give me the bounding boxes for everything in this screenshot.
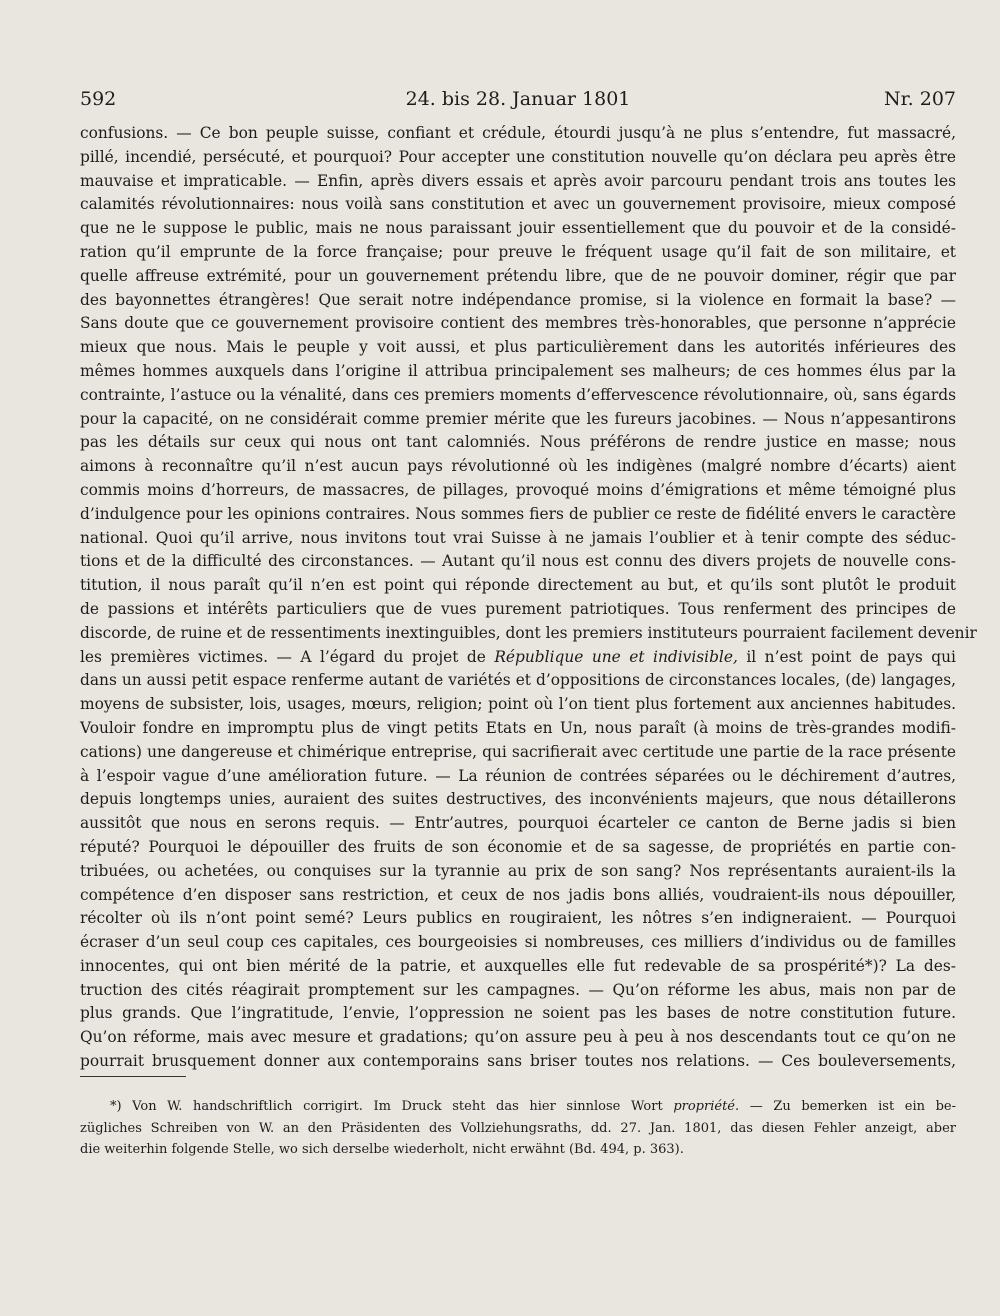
body-line: calamités révolutionnaires: nous voilà sans constitution et avec un gouvernement provisoire, mieux composé [80, 195, 956, 214]
body-line: confusions. — Ce bon peuple suisse, confiant et crédule, étourdi jusqu’à ne plus s’entendre, fut massacré, [80, 124, 956, 142]
footnote-line: die weiterhin folgende Stelle, wo sich derselbe wiederholt, nicht erwähnt (Bd. 494, p. 363). [80, 1142, 684, 1157]
footnote-divider [80, 1076, 186, 1077]
body-line: contrainte, l’astuce ou la vénalité, dans ces premiers moments d’effervescence révolutionnaire, où, sans égards [80, 385, 956, 404]
body-line: Sans doute que ce gouvernement provisoire contient des membres très-honorables, que personne n’apprécie [80, 314, 956, 333]
footnote-text: — Zu bemerken ist ein be- [749, 1099, 957, 1114]
body-line: aimons à reconnaître qu’il n’est aucun pays révolutionné où les indigènes (malgré nombre d’écarts) aient [80, 457, 956, 476]
document-number: Nr. 207 [884, 88, 956, 110]
body-line: des bayonnettes étrangères! Que serait notre indépendance promise, si la violence en formait la base? — [80, 290, 956, 309]
body-line: écraser d’un seul coup ces capitales, ces bourgeoisies si nombreuses, ces milliers d’individus ou de familles [80, 933, 956, 952]
body-line: truction des cités réagirait promptement sur les campagnes. — Qu’on réforme les abus, mais non par de [80, 980, 956, 999]
page-number: 592 [80, 88, 117, 110]
body-line: de passions et intérêts particuliers que de vues purement patriotiques. Tous renferment des principes de [80, 599, 956, 618]
body-line: tions et de la difficulté des circonstances. — Autant qu’il nous est connu des divers projets de nouvelle cons- [80, 552, 956, 571]
footnote-text: *) Von W. handschriftlich corrigirt. Im Druck steht das hier sinnlose Wort [110, 1099, 663, 1114]
footnote-line [80, 1096, 956, 1118]
body-line: Qu’on réforme, mais avec mesure et gradations; qu’on assure peu à peu à nos descendants tout ce qu’on ne [80, 1028, 956, 1047]
body-line: Vouloir fondre en impromptu plus de vingt petits Etats en Un, nous paraît (à moins de très-grandes modifi- [80, 718, 956, 737]
body-line: quelle affreuse extrémité, pour un gouvernement prétendu libre, que de ne pouvoir dominer, régir que par [80, 266, 956, 285]
page-header [80, 88, 956, 118]
body-line: pas les détails sur ceux qui nous ont tant calomniés. Nous préférons de rendre justice en masse; nous [80, 433, 956, 452]
footnote-line: zügliches Schreiben von W. an den Präsidenten des Vollziehungsraths, dd. 27. Jan. 1801, das diesen Fehler anzeigt, aber [80, 1120, 956, 1136]
body-line [80, 646, 956, 670]
body-line: pourrait brusquement donner aux contemporains sans briser toutes nos relations. — Ces bouleversements, [80, 1052, 956, 1071]
footnote-italic-word: propriété. [673, 1099, 740, 1114]
body-line: dans un aussi petit espace renferme autant de variétés et d’oppositions de circonstances locales, (de) langages, [80, 671, 956, 690]
body-line: à l’espoir vague d’une amélioration future. — La réunion de contrées séparées ou le déchirement d’autres, [80, 766, 956, 785]
body-line: national. Quoi qu’il arrive, nous invitons tout vrai Suisse à ne jamais l’oublier et à tenir compte des séduc- [80, 528, 956, 547]
body-line: innocentes, qui ont bien mérité de la patrie, et auxquelles elle fut redevable de sa prospérité*)? La des- [80, 956, 956, 975]
body-line: depuis longtemps unies, auraient des suites destructives, des inconvénients majeurs, que nous détaillerons [80, 790, 956, 809]
body-line: compétence d’en disposer sans restriction, et ceux de nos jadis bons alliés, voudraient-ils nous dépouiller, [80, 885, 956, 904]
header-date: 24. bis 28. Januar 1801 [405, 88, 631, 110]
body-line: mauvaise et impraticable. — Enfin, après divers essais et après avoir parcouru pendant trois ans toutes les [80, 171, 956, 190]
body-line: cations) une dangereuse et chimérique entreprise, qui sacrifierait avec certitude une partie de la race présente [80, 742, 956, 761]
body-line: moyens de subsister, lois, usages, mœurs, religion; point où l’on tient plus fortement aux anciennes habitudes. [80, 695, 956, 714]
body-line: discorde, de ruine et de ressentiments inextinguibles, dont les premiers instituteurs pourraient facilement devenir [80, 623, 977, 642]
body-line: tribuées, ou achetées, ou conquises sur la tyrannie au prix de son sang? Nos représentants auraient-ils la [80, 861, 956, 880]
italic-phrase: République une et indivisible, [494, 647, 738, 666]
body-line: pillé, incendié, persécuté, et pourquoi? Pour accepter une constitution nouvelle qu’on déclara peu après être [80, 147, 956, 166]
body-text-segment: il n’est point de pays qui [746, 647, 956, 666]
body-line: d’indulgence pour les opinions contraires. Nous sommes fiers de publier ce reste de fidélité envers le caractère [80, 504, 956, 523]
body-text [80, 122, 977, 1074]
body-line: mêmes hommes auxquels dans l’origine il attribua principalement ses malheurs; de ces hommes élus par la [80, 361, 956, 380]
body-line: que ne le suppose le public, mais ne nous paraissant jouir essentiellement que du pouvoir et de la considé- [80, 219, 956, 238]
body-text-segment: les premières victimes. — A l’égard du projet de [80, 647, 486, 666]
footnote [80, 1096, 956, 1161]
body-line: réputé? Pourquoi le dépouiller des fruits de son économie et de sa sagesse, de propriétés en partie con- [80, 837, 956, 856]
body-line: commis moins d’horreurs, de massacres, de pillages, provoqué moins d’émigrations et même témoigné plus [80, 480, 956, 499]
body-line: ration qu’il emprunte de la force française; pour preuve le fréquent usage qu’il fait de son militaire, et [80, 242, 956, 261]
body-line: récolter où ils n’ont point semé? Leurs publics en rougiraient, les nôtres s’en indigneraient. — Pourquoi [80, 909, 956, 928]
body-line: titution, il nous paraît qu’il n’en est point qui réponde directement au but, et qu’ils sont plutôt le produit [80, 576, 956, 595]
body-line: mieux que nous. Mais le peuple y voit aussi, et plus particulièrement dans les autorités inférieures des [80, 338, 956, 357]
body-line: aussitôt que nous en serons requis. — Entr’autres, pourquoi écarteler ce canton de Berne jadis si bien [80, 814, 956, 833]
body-line: plus grands. Que l’ingratitude, l’envie, l’oppression ne soient pas les bases de notre constitution future. [80, 1004, 956, 1023]
body-line: pour la capacité, on ne considérait comme premier mérite que les fureurs jacobines. — Nous n’appesantirons [80, 409, 956, 428]
